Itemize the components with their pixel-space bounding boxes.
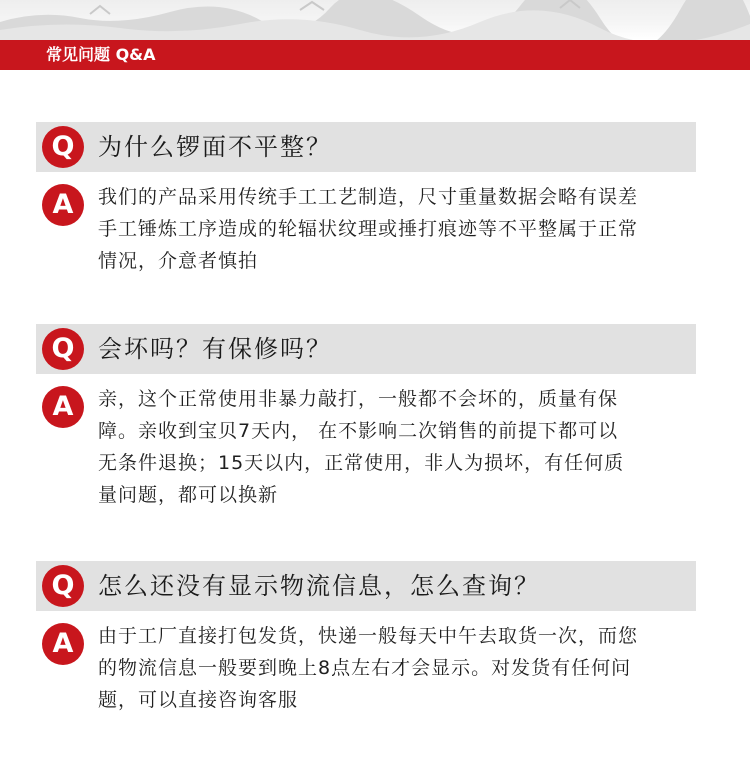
- answer-line: 障。亲收到宝贝7天内， 在不影响二次销售的前提下都可以: [98, 420, 619, 442]
- question-text: 怎么还没有显示物流信息，怎么查询？: [98, 572, 540, 600]
- question-badge: Q: [42, 565, 84, 607]
- answer-line: 手工锤炼工序造成的轮辐状纹理或捶打痕迹等不平整属于正常: [98, 218, 639, 240]
- question-row: [36, 561, 696, 611]
- answer-badge: A: [42, 623, 84, 665]
- question-badge: Q: [42, 328, 84, 370]
- answer-badge: A: [42, 184, 84, 226]
- header-bar: [0, 40, 750, 70]
- answer-text: [98, 181, 708, 277]
- answer-line: 题，可以直接咨询客服: [98, 689, 299, 711]
- answer-line: 情况，介意者慎拍: [98, 250, 259, 272]
- answer-badge: A: [42, 386, 84, 428]
- decorative-mountain-banner: [0, 0, 750, 40]
- answer-line: 无条件退换；15天以内，正常使用，非人为损坏，有任何质: [98, 452, 625, 474]
- answer-line: 亲，这个正常使用非暴力敲打，一般都不会坏的，质量有保: [98, 388, 619, 410]
- question-text: 为什么锣面不平整？: [98, 133, 332, 161]
- answer-line: 由于工厂直接打包发货，快递一般每天中午去取货一次，而您: [98, 625, 639, 647]
- question-text: 会坏吗？有保修吗？: [98, 335, 332, 363]
- answer-text: [98, 620, 708, 716]
- header-title: 常见问题 Q&A: [46, 45, 156, 64]
- answer-line: 我们的产品采用传统手工工艺制造，尺寸重量数据会略有误差: [98, 186, 639, 208]
- mountain-illustration: [0, 0, 750, 40]
- question-badge: Q: [42, 126, 84, 168]
- answer-line: 量问题，都可以换新: [98, 484, 279, 506]
- answer-text: [98, 383, 708, 511]
- answer-line: 的物流信息一般要到晚上8点左右才会显示。对发货有任何问: [98, 657, 632, 679]
- question-row: [36, 122, 696, 172]
- question-row: [36, 324, 696, 374]
